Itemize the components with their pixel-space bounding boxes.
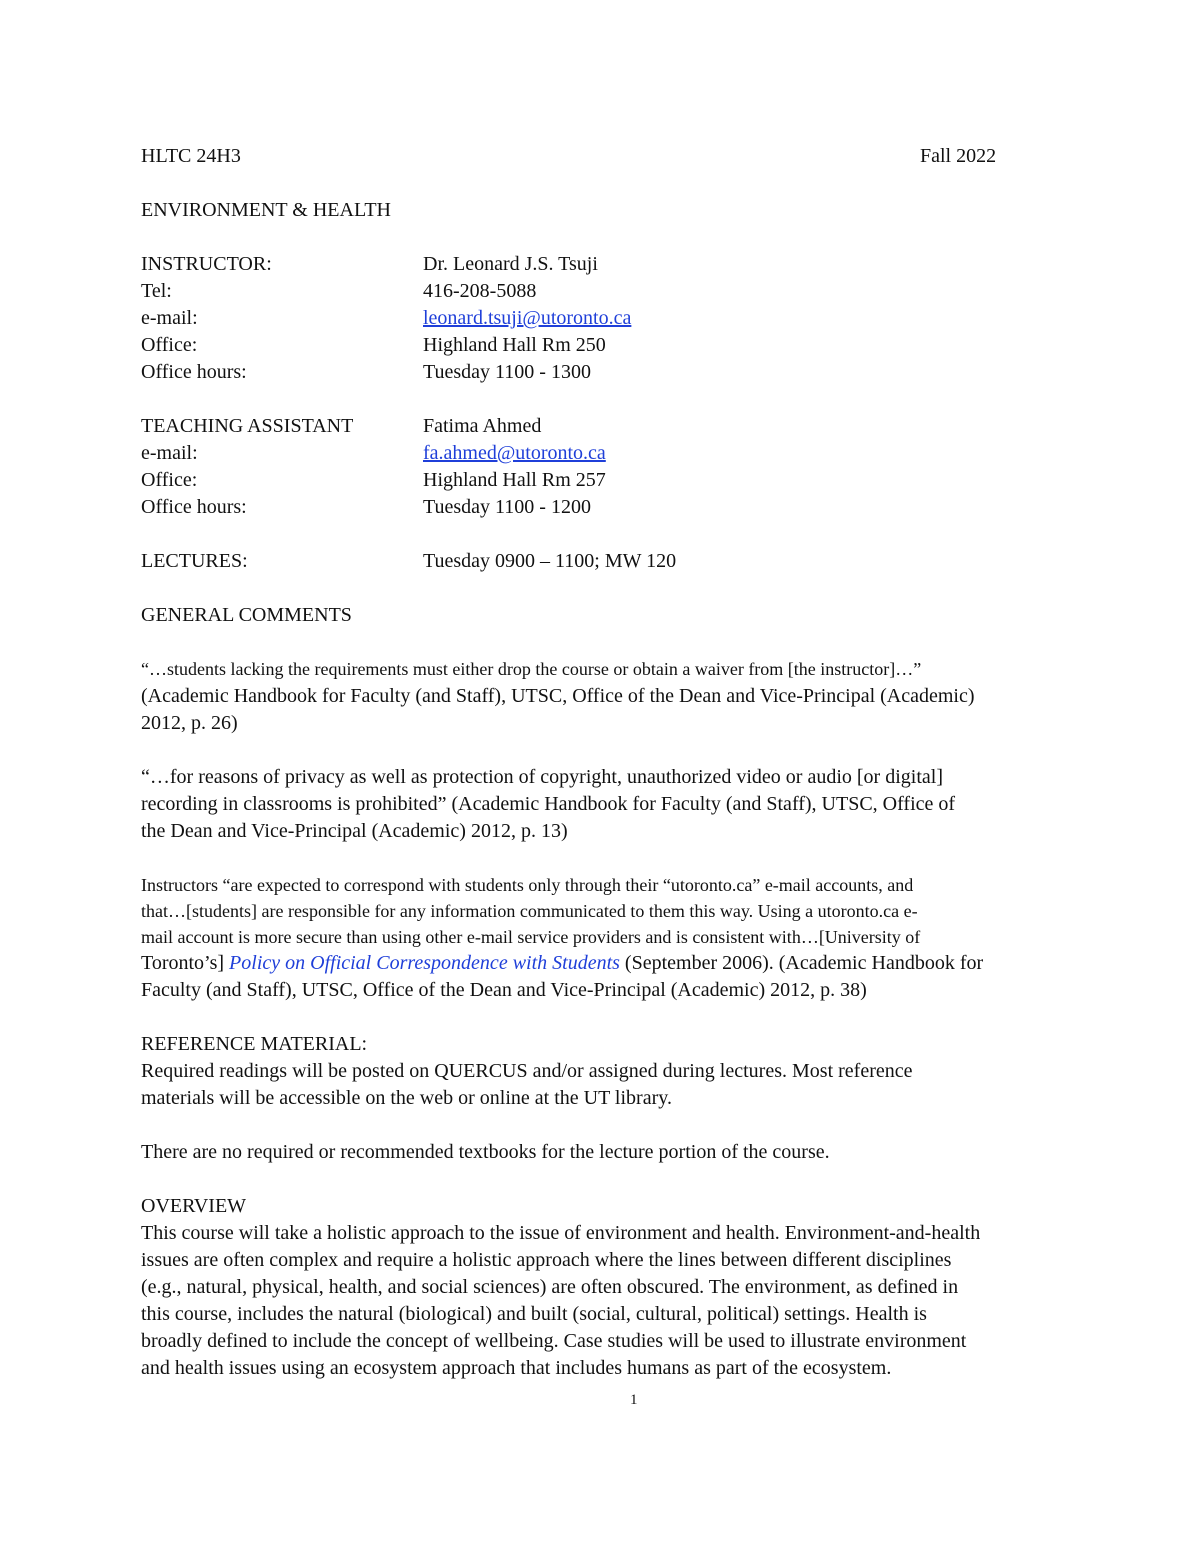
quote3-line: Instructors “are expected to correspond with students only through their “utoronto.ca” e-mail accounts, and (141, 875, 914, 895)
overview-line: this course, includes the natural (biological) and built (social, cultural, political) settings. Health is (141, 1303, 927, 1325)
quote2-line: “…for reasons of privacy as well as protection of copyright, unauthorized video or audio [or digital] (141, 766, 943, 788)
quote3-post: (September 2006). (Academic Handbook for (619, 952, 984, 974)
quote3-line: Faculty (and Staff), UTSC, Office of the Dean and Vice-Principal (Academic) 2012, p. 38) (141, 979, 867, 1001)
ta-email-label: e-mail: (141, 442, 198, 464)
quote2-line: the Dean and Vice-Principal (Academic) 2012, p. 13) (141, 820, 568, 842)
ta-hours: Tuesday 1100 - 1200 (423, 496, 591, 518)
page-number: 1 (630, 1392, 638, 1408)
quote3-line: mail account is more secure than using other e-mail service providers and is consistent with…[University of (141, 927, 921, 947)
reference-line: materials will be accessible on the web or online at the UT library. (141, 1087, 672, 1109)
ta-hours-label: Office hours: (141, 496, 247, 518)
instructor-name: Dr. Leonard J.S. Tsuji (423, 253, 598, 275)
instructor-tel: 416-208-5088 (423, 280, 537, 302)
quote3-line-policy (141, 950, 983, 976)
instructor-hours: Tuesday 1100 - 1300 (423, 361, 591, 383)
ta-label: TEACHING ASSISTANT (141, 415, 354, 437)
office-hours-label: Office hours: (141, 361, 247, 383)
ta-name: Fatima Ahmed (423, 415, 542, 437)
quote3-pre: Toronto’s] (141, 952, 230, 974)
email-label: e-mail: (141, 307, 198, 329)
policy-link[interactable]: Policy on Official Correspondence with Students (229, 952, 620, 974)
general-comments-heading: GENERAL COMMENTS (141, 604, 352, 626)
quote1-line: “…students lacking the requirements must either drop the course or obtain a waiver from [the instructor]…” (141, 659, 922, 679)
lectures-label: LECTURES: (141, 550, 248, 572)
reference-line: Required readings will be posted on QUERCUS and/or assigned during lectures. Most reference (141, 1060, 913, 1082)
term: Fall 2022 (920, 145, 997, 167)
overview-line: (e.g., natural, physical, health, and social sciences) are often obscured. The environment, as defined in (141, 1276, 959, 1298)
quote2-line: recording in classrooms is prohibited” (Academic Handbook for Faculty (and Staff), UTSC, Office of (141, 793, 956, 815)
overview-heading: OVERVIEW (141, 1195, 247, 1217)
instructor-office: Highland Hall Rm 250 (423, 334, 606, 356)
lectures-value: Tuesday 0900 – 1100; MW 120 (423, 550, 677, 572)
textbooks-note: There are no required or recommended textbooks for the lecture portion of the course. (141, 1141, 830, 1163)
instructor-email-link[interactable]: leonard.tsuji@utoronto.ca (423, 307, 632, 329)
reference-heading: REFERENCE MATERIAL: (141, 1033, 368, 1055)
quote1-line: 2012, p. 26) (141, 712, 238, 734)
instructor-label: INSTRUCTOR: (141, 253, 272, 275)
overview-line: and health issues using an ecosystem approach that includes humans as part of the ecosystem. (141, 1357, 892, 1379)
overview-line: This course will take a holistic approach to the issue of environment and health. Environment-and-health (141, 1222, 981, 1244)
overview-line: broadly defined to include the concept of wellbeing. Case studies will be used to illustrate environment (141, 1330, 967, 1352)
course-code: HLTC 24H3 (141, 145, 241, 167)
overview-line: issues are often complex and require a holistic approach where the lines between different disciplines (141, 1249, 952, 1271)
ta-office: Highland Hall Rm 257 (423, 469, 606, 491)
tel-label: Tel: (141, 280, 172, 302)
ta-office-label: Office: (141, 469, 198, 491)
ta-email-link[interactable]: fa.ahmed@utoronto.ca (423, 442, 606, 464)
office-label: Office: (141, 334, 198, 356)
quote1-line: (Academic Handbook for Faculty (and Staff), UTSC, Office of the Dean and Vice-Principal (Academic) (141, 685, 975, 707)
quote3-line: that…[students] are responsible for any information communicated to them this way. Using a utoronto.ca e- (141, 901, 918, 921)
course-title: ENVIRONMENT & HEALTH (141, 199, 391, 221)
